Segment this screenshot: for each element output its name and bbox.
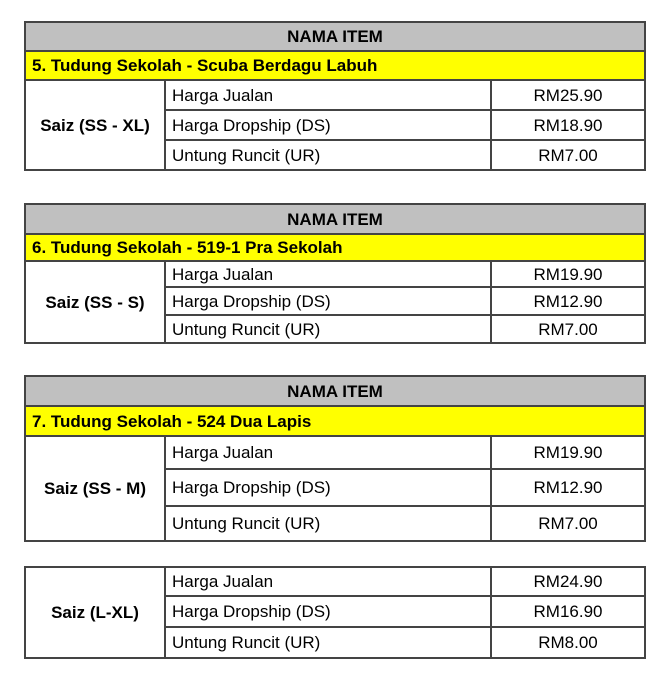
size-cell: Saiz (SS - M) [25,436,165,541]
price-label: Untung Runcit (UR) [165,627,491,658]
table-header: NAMA ITEM [25,22,645,51]
price-label: Harga Dropship (DS) [165,596,491,627]
price-label: Untung Runcit (UR) [165,315,491,343]
item-name: 6. Tudung Sekolah - 519-1 Pra Sekolah [25,234,645,261]
size-cell: Saiz (SS - S) [25,261,165,343]
price-label: Harga Dropship (DS) [165,469,491,506]
price-value: RM7.00 [491,506,645,541]
price-value: RM25.90 [491,80,645,110]
price-label: Untung Runcit (UR) [165,506,491,541]
price-value: RM8.00 [491,627,645,658]
price-label: Harga Jualan [165,261,491,287]
price-value: RM19.90 [491,261,645,287]
price-value: RM7.00 [491,140,645,170]
price-label: Harga Jualan [165,436,491,469]
price-value: RM16.90 [491,596,645,627]
item-name: 7. Tudung Sekolah - 524 Dua Lapis [25,406,645,436]
price-value: RM12.90 [491,287,645,315]
price-value: RM12.90 [491,469,645,506]
size-cell: Saiz (L-XL) [25,567,165,658]
price-value: RM18.90 [491,110,645,140]
price-label: Harga Dropship (DS) [165,287,491,315]
price-label: Untung Runcit (UR) [165,140,491,170]
price-table-size-l-xl [24,566,646,659]
price-value: RM19.90 [491,436,645,469]
size-cell: Saiz (SS - XL) [25,80,165,170]
item-name: 5. Tudung Sekolah - Scuba Berdagu Labuh [25,51,645,80]
table-header: NAMA ITEM [25,204,645,234]
price-value: RM24.90 [491,567,645,596]
price-table-item-7 [24,375,646,542]
price-value: RM7.00 [491,315,645,343]
price-table-item-5 [24,21,646,171]
price-label: Harga Dropship (DS) [165,110,491,140]
price-label: Harga Jualan [165,80,491,110]
price-label: Harga Jualan [165,567,491,596]
table-header: NAMA ITEM [25,376,645,406]
price-table-item-6 [24,203,646,344]
